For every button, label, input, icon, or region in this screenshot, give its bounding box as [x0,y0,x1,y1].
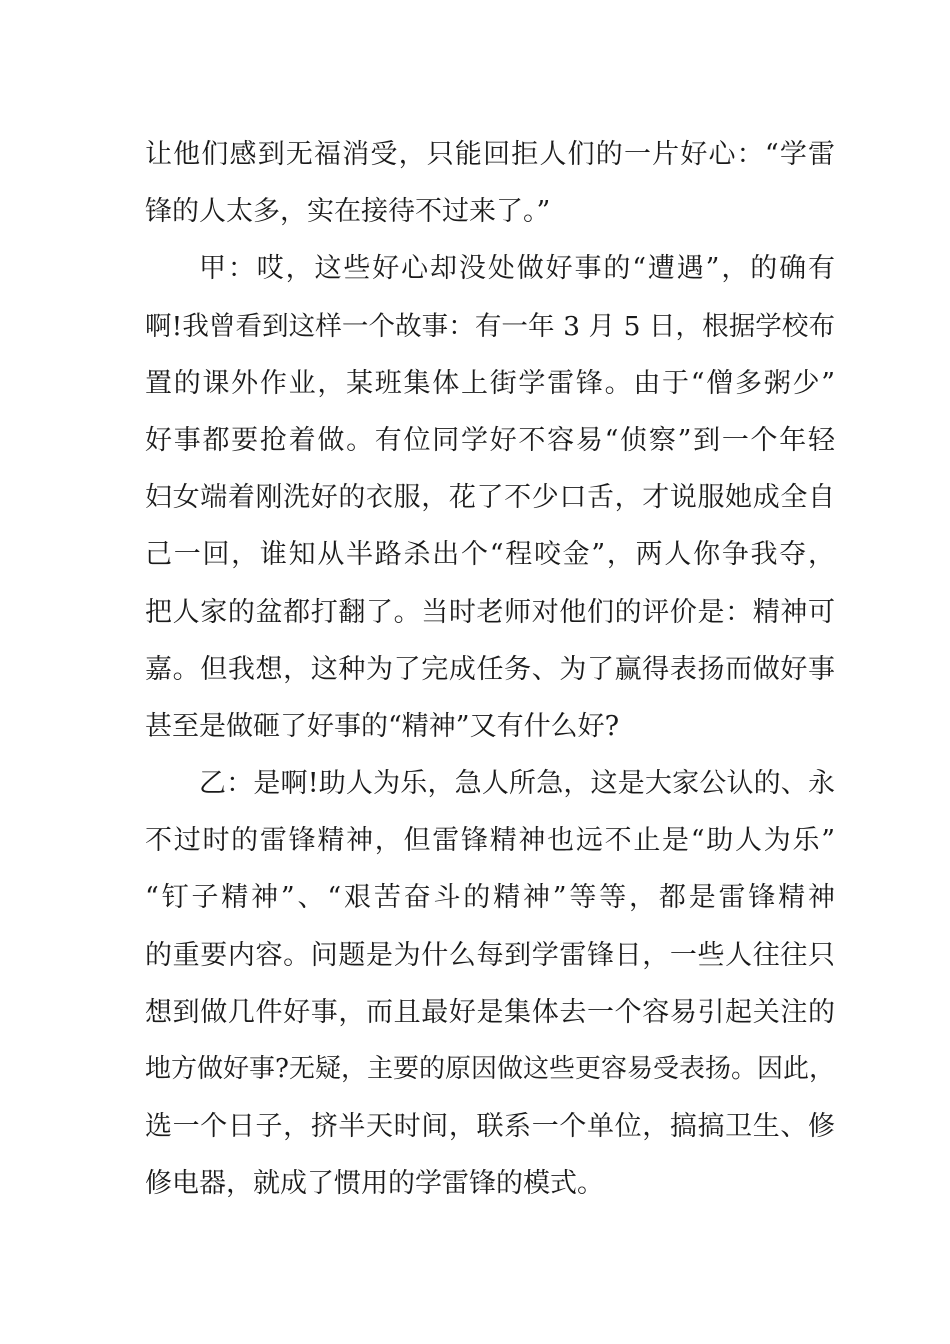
text-line: 嘉。但我想，这种为了完成任务、为了赢得表扬而做好事 [145,653,835,685]
text-line: 修电器，就成了惯用的学雷锋的模式。 [145,1168,604,1200]
text-line: 锋的人太多，实在接待不过来了。” [145,196,551,228]
text-line: 啊!我曾看到这样一个故事：有一年 3 月 5 日，根据学校布 [145,310,835,342]
text-line: 甚至是做砸了好事的“精神”又有什么好? [145,710,620,742]
text-line: 置的课外作业，某班集体上街学雷锋。由于“僧多粥少” [145,367,835,399]
text-line: 乙：是啊!助人为乐，急人所急，这是大家公认的、永 [199,768,835,800]
text-line: “钉子精神”、“艰苦奋斗的精神”等等，都是雷锋精神 [145,882,835,914]
text-line: 不过时的雷锋精神，但雷锋精神也远不止是“助人为乐” [145,825,835,857]
text-line: 好事都要抢着做。有位同学好不容易“侦察”到一个年轻 [145,424,835,456]
text-line: 想到做几件好事，而且最好是集体去一个容易引起关注的 [145,996,835,1028]
text-line: 妇女端着刚洗好的衣服，花了不少口舌，才说服她成全自 [145,482,835,514]
text-line: 地方做好事?无疑，主要的原因做这些更容易受表扬。因此， [145,1054,835,1084]
document-body [145,126,835,1213]
text-line: 甲：哎，这些好心却没处做好事的“遭遇”，的确有 [199,253,835,285]
text-line: 选一个日子，挤半天时间，联系一个单位，搞搞卫生、修 [145,1111,835,1143]
text-line: 己一回，谁知从半路杀出个“程咬金”，两人你争我夺， [145,539,835,571]
text-line: 的重要内容。问题是为什么每到学雷锋日，一些人往往只 [145,939,835,971]
text-line: 让他们感到无福消受，只能回拒人们的一片好心：“学雷 [145,139,835,170]
text-line: 把人家的盆都打翻了。当时老师对他们的评价是：精神可 [145,596,835,628]
